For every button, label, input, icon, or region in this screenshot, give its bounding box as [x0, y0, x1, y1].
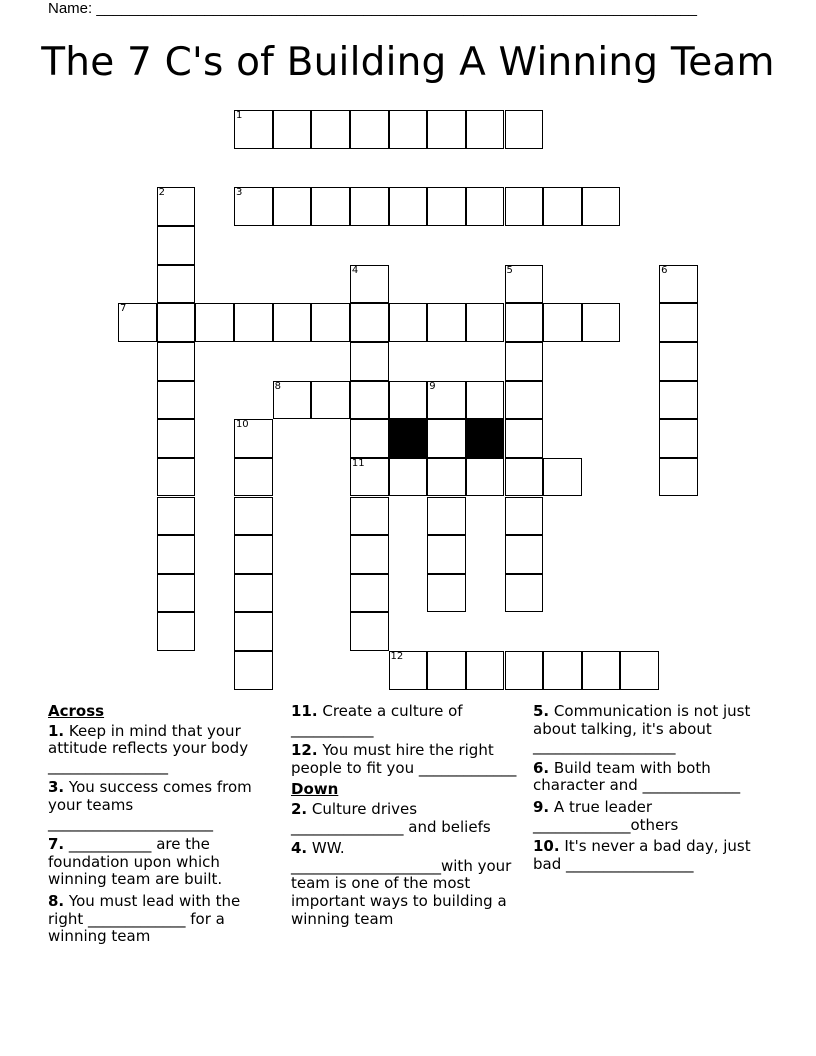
clue-number: 5 [506, 264, 513, 276]
grid-cell[interactable] [389, 110, 428, 149]
grid-cell[interactable] [505, 342, 544, 381]
grid-cell[interactable] [427, 187, 466, 226]
clue-number: 9 [429, 380, 436, 392]
grid-cell[interactable] [505, 458, 544, 497]
grid-cell[interactable] [234, 303, 273, 342]
black-square [466, 419, 505, 458]
clue-number: 8 [274, 380, 281, 392]
grid-cell[interactable] [659, 265, 698, 304]
grid-cell[interactable] [157, 497, 196, 536]
grid-cell[interactable] [505, 265, 544, 304]
grid-cell[interactable] [273, 110, 312, 149]
clue-number: 10 [235, 419, 249, 431]
grid-cell[interactable] [543, 458, 582, 497]
grid-cell[interactable] [157, 187, 196, 226]
grid-cell[interactable] [350, 458, 389, 497]
grid-cell[interactable] [195, 303, 234, 342]
grid-cell[interactable] [427, 574, 466, 613]
clue-down-9: 9. A true leader _____________others [533, 797, 679, 834]
grid-cell[interactable] [311, 187, 350, 226]
grid-cell[interactable] [427, 381, 466, 420]
grid-cell[interactable] [273, 303, 312, 342]
grid-cell[interactable] [427, 419, 466, 458]
page-title: The 7 C's of Building A Winning Team [41, 40, 775, 85]
grid-cell[interactable] [350, 265, 389, 304]
grid-cell[interactable] [234, 419, 273, 458]
clues-column-1 [48, 703, 273, 950]
grid-cell[interactable] [157, 265, 196, 304]
grid-cell[interactable] [389, 303, 428, 342]
grid-cell[interactable] [350, 187, 389, 226]
grid-cell[interactable] [157, 381, 196, 420]
grid-cell[interactable] [543, 651, 582, 690]
clue-across-7: 7. ___________ are the foundation upon which winning team are built. [48, 835, 223, 889]
clue-down-5: 5. Communication is not just about talking, it's about ___________________ [533, 702, 751, 756]
grid-cell[interactable] [466, 303, 505, 342]
clue-number: 1 [235, 110, 243, 121]
clue-number: 2 [158, 187, 166, 199]
grid-cell[interactable] [350, 303, 389, 342]
grid-cell[interactable] [234, 574, 273, 613]
grid-cell[interactable] [157, 342, 196, 381]
grid-cell[interactable] [234, 497, 273, 536]
clue-number: 12 [390, 651, 404, 663]
clue-down-2: 2. Culture drives _______________ and beliefs [291, 799, 491, 836]
grid-cell[interactable] [466, 651, 505, 690]
grid-cell[interactable] [311, 303, 350, 342]
grid-cell[interactable] [157, 574, 196, 613]
grid-cell[interactable] [505, 497, 544, 536]
grid-cell[interactable] [543, 303, 582, 342]
grid-cell[interactable] [427, 651, 466, 690]
grid-cell[interactable] [311, 110, 350, 149]
grid-cell[interactable] [234, 458, 273, 497]
grid-cell[interactable] [234, 535, 273, 574]
grid-cell[interactable] [350, 381, 389, 420]
grid-cell[interactable] [466, 458, 505, 497]
grid-cell[interactable] [505, 419, 544, 458]
grid-cell[interactable] [350, 419, 389, 458]
clue-number: 6 [661, 264, 668, 276]
grid-cell[interactable] [234, 187, 273, 226]
grid-cell[interactable] [505, 574, 544, 613]
clue-across-1: 1. Keep in mind that your attitude reflects your body ________________ [48, 721, 249, 775]
grid-cell[interactable] [620, 651, 659, 690]
grid-cell[interactable] [350, 535, 389, 574]
grid-cell[interactable] [505, 303, 544, 342]
grid-cell[interactable] [582, 187, 621, 226]
grid-cell[interactable] [273, 381, 312, 420]
grid-cell[interactable] [466, 381, 505, 420]
grid-cell[interactable] [427, 535, 466, 574]
across-heading: Across [48, 702, 105, 720]
grid-cell[interactable] [350, 497, 389, 536]
clue-number: 11 [351, 457, 365, 469]
clue-down-4: 4. WW. ____________________with your team is one of the most important ways to building a winning team [291, 839, 512, 928]
grid-cell[interactable] [427, 458, 466, 497]
grid-cell[interactable] [157, 458, 196, 497]
grid-cell[interactable] [543, 187, 582, 226]
grid-cell[interactable] [389, 651, 428, 690]
grid-cell[interactable] [466, 110, 505, 149]
name-line: Name: ________________________________________________________________________ [48, 0, 697, 17]
grid-cell[interactable] [659, 342, 698, 381]
clues-column-3 [533, 703, 768, 877]
grid-cell[interactable] [505, 187, 544, 226]
clue-number: 7 [120, 303, 127, 315]
grid-cell[interactable] [350, 574, 389, 613]
grid-cell[interactable] [389, 381, 428, 420]
clue-number: 4 [351, 264, 359, 276]
grid-cell[interactable] [157, 535, 196, 574]
grid-cell[interactable] [234, 651, 273, 690]
clues-column-2 [291, 703, 526, 932]
grid-cell[interactable] [582, 651, 621, 690]
grid-cell[interactable] [157, 419, 196, 458]
grid-cell[interactable] [659, 419, 698, 458]
grid-cell[interactable] [157, 303, 196, 342]
grid-cell[interactable] [234, 110, 273, 149]
clue-across-8: 8. You must lead with the right _____________ for a winning team [48, 891, 241, 946]
grid-cell[interactable] [389, 458, 428, 497]
grid-cell[interactable] [311, 381, 350, 420]
clue-down-6: 6. Build team with both character and _____________ [533, 758, 741, 795]
grid-cell[interactable] [427, 110, 466, 149]
grid-cell[interactable] [505, 651, 544, 690]
grid-cell[interactable] [582, 303, 621, 342]
clue-number: 3 [235, 187, 243, 199]
clue-across-3: 3. You success comes from your teams ______________________ [48, 778, 252, 832]
grid-cell[interactable] [659, 303, 698, 342]
grid-cell[interactable] [350, 342, 389, 381]
grid-cell[interactable] [466, 187, 505, 226]
grid-cell[interactable] [659, 458, 698, 497]
black-square [389, 419, 428, 458]
grid-cell[interactable] [157, 612, 196, 651]
grid-cell[interactable] [350, 612, 389, 651]
clue-across-11: 11. Create a culture of ___________ [291, 702, 463, 738]
grid-cell[interactable] [350, 110, 389, 149]
down-heading: Down [291, 780, 339, 799]
grid-cell[interactable] [234, 612, 273, 651]
grid-cell[interactable] [157, 226, 196, 265]
grid-cell[interactable] [389, 187, 428, 226]
clue-down-10: 10. It's never a bad day, just bad _________________ [533, 837, 751, 873]
clue-across-12: 12. You must hire the right people to fit you _____________ [291, 741, 517, 777]
grid-cell[interactable] [427, 497, 466, 536]
grid-cell[interactable] [505, 535, 544, 574]
grid-cell[interactable] [427, 303, 466, 342]
grid-cell[interactable] [118, 303, 157, 342]
grid-cell[interactable] [505, 110, 544, 149]
grid-cell[interactable] [659, 381, 698, 420]
grid-cell[interactable] [505, 381, 544, 420]
grid-cell[interactable] [273, 187, 312, 226]
